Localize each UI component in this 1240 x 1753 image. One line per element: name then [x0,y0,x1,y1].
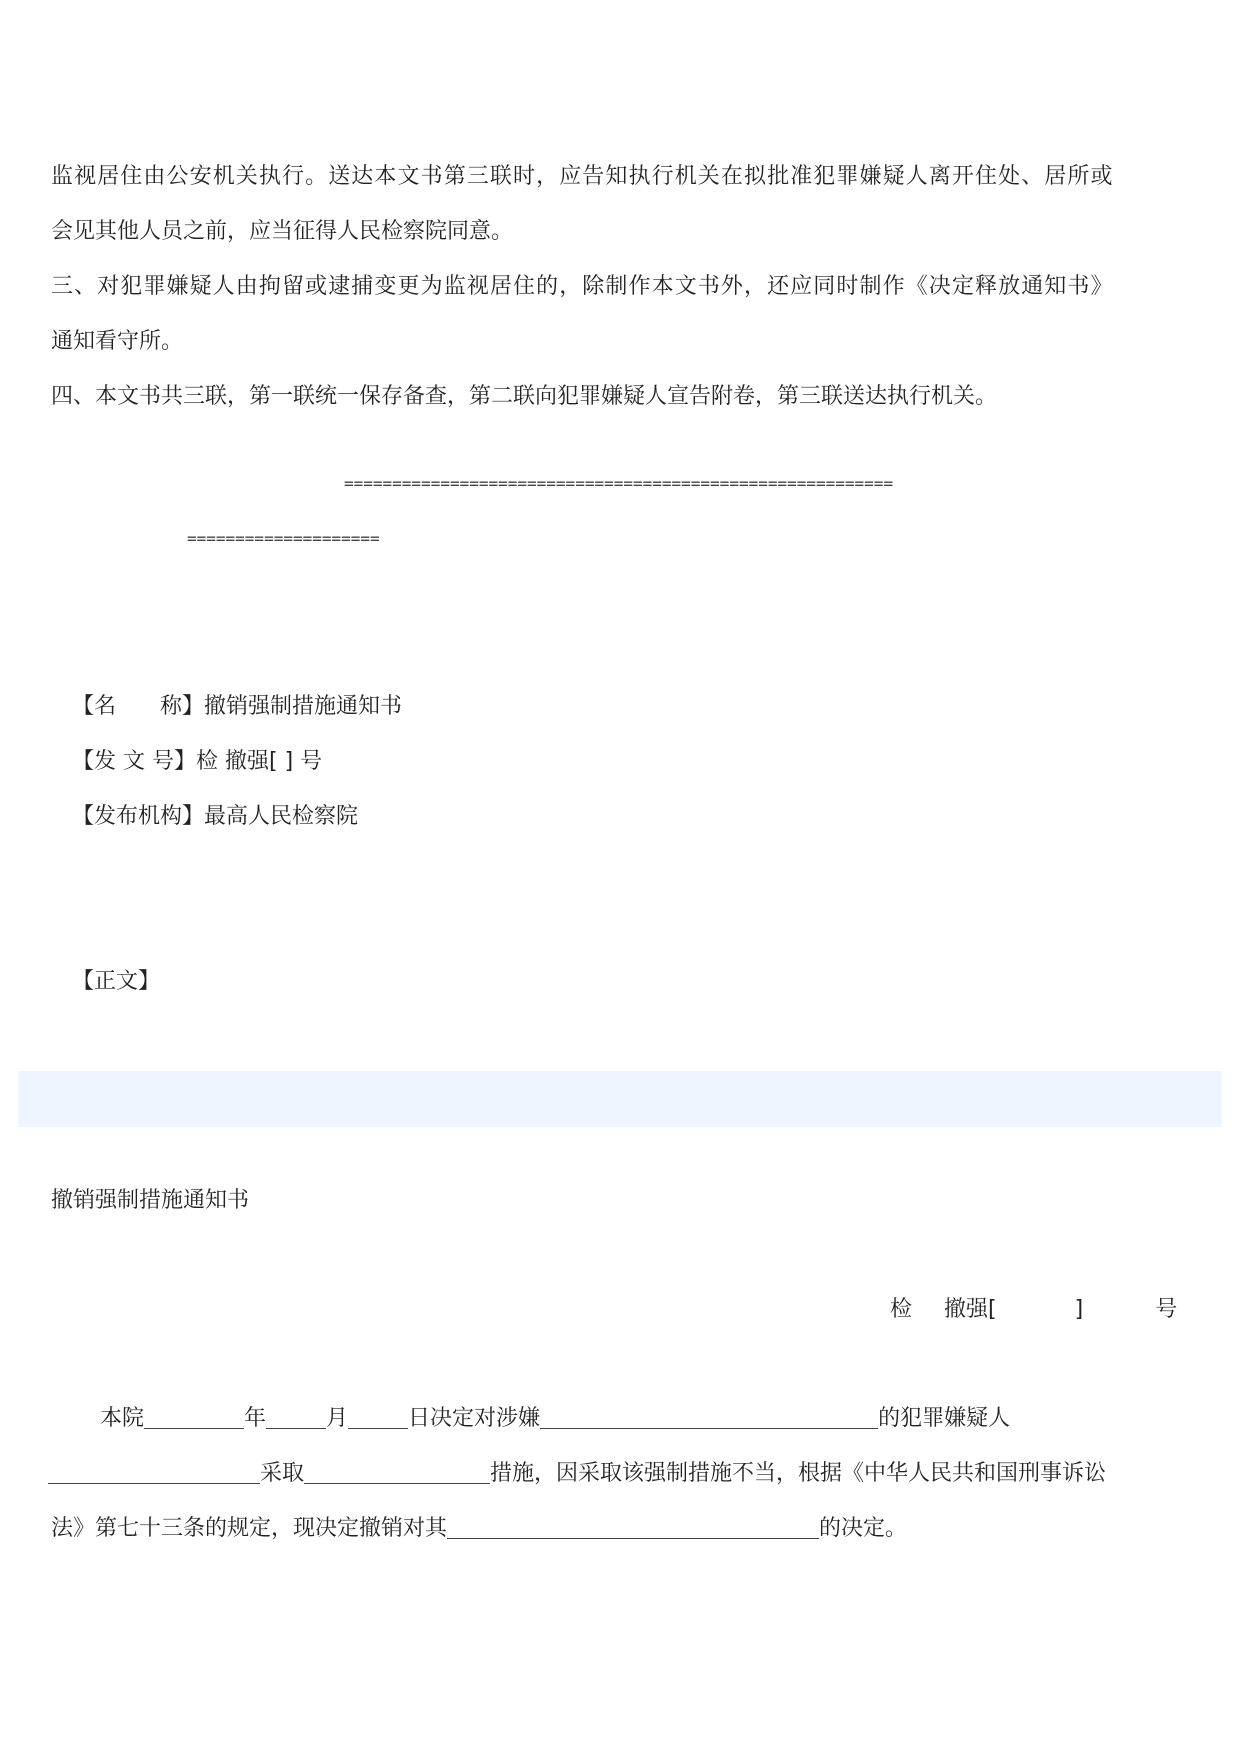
doc-paragraph-line-2 [48,1460,1106,1488]
meta-name-value: 撤销强制措施通知书 [204,694,403,719]
doc-number [890,1296,1177,1324]
meta-doc-no-label: 【发 文 号】 [72,749,196,774]
doc-title: 撤销强制措施通知书 [51,1188,250,1213]
meta-doc-no-value: 检 撤强[ ] 号 [196,749,323,774]
p1-text-d: 日决定对涉嫌 [408,1406,541,1431]
meta-issuer-label: 【发布机构】 [72,804,205,829]
separator-line-2: ==================== [187,529,380,548]
p2-text-b: 措施，因采取该强制措施不当，根据《中华人民共和国刑事诉讼 [490,1461,1107,1486]
meta-name-row [72,693,402,721]
p1-text-b: 年 [244,1406,267,1431]
doc-paragraph-line-3 [51,1515,907,1543]
p1-text-c: 月 [326,1406,349,1431]
p3-text-b: 的决定。 [819,1516,908,1541]
separator-line-1: ========================================================= [344,474,894,493]
meta-doc-no-row [72,748,322,776]
p1-text-a: 本院 [100,1406,145,1431]
note-line-2: 会见其他人员之前，应当征得人民检察院同意。 [51,219,514,244]
suspect-name-blank [48,1461,260,1484]
note-line-1: 监视居住由公安机关执行。送达本文书第三联时，应告知执行机关在拟批准犯罪嫌疑人离开住处、居所或 [51,164,1114,189]
doc-paragraph-line-1 [100,1405,1010,1433]
note-line-3: 三、对犯罪嫌疑人由拘留或逮捕变更为监视居住的，除制作本文书外，还应同时制作《决定释放通知书》 [51,274,1114,299]
doc-number-prefix: 检 [890,1297,913,1322]
measure-blank [304,1461,490,1484]
decision-blank [447,1516,819,1539]
note-line-4: 通知看守所。 [51,329,184,354]
section-band [18,1071,1222,1127]
doc-number-close: ] [1074,1297,1084,1322]
meta-issuer-value: 最高人民检察院 [204,804,359,829]
p2-text-a: 采取 [260,1461,305,1486]
note-line-5: 四、本文书共三联，第一联统一保存备查，第二联向犯罪嫌疑人宣告附卷，第三联送达执行机关。 [51,384,998,409]
doc-number-suffix: 号 [1155,1297,1178,1322]
p1-text-e: 的犯罪嫌疑人 [878,1406,1011,1431]
month-blank [266,1406,326,1429]
charge-blank [540,1406,878,1429]
meta-name-label: 【名 称】 [72,694,205,719]
p3-text-a: 法》第七十三条的规定，现决定撤销对其 [51,1516,448,1541]
body-label: 【正文】 [72,969,161,994]
meta-issuer-row [72,803,358,831]
year-blank [144,1406,244,1429]
day-blank [348,1406,408,1429]
doc-number-middle: 撤强[ [944,1297,997,1322]
